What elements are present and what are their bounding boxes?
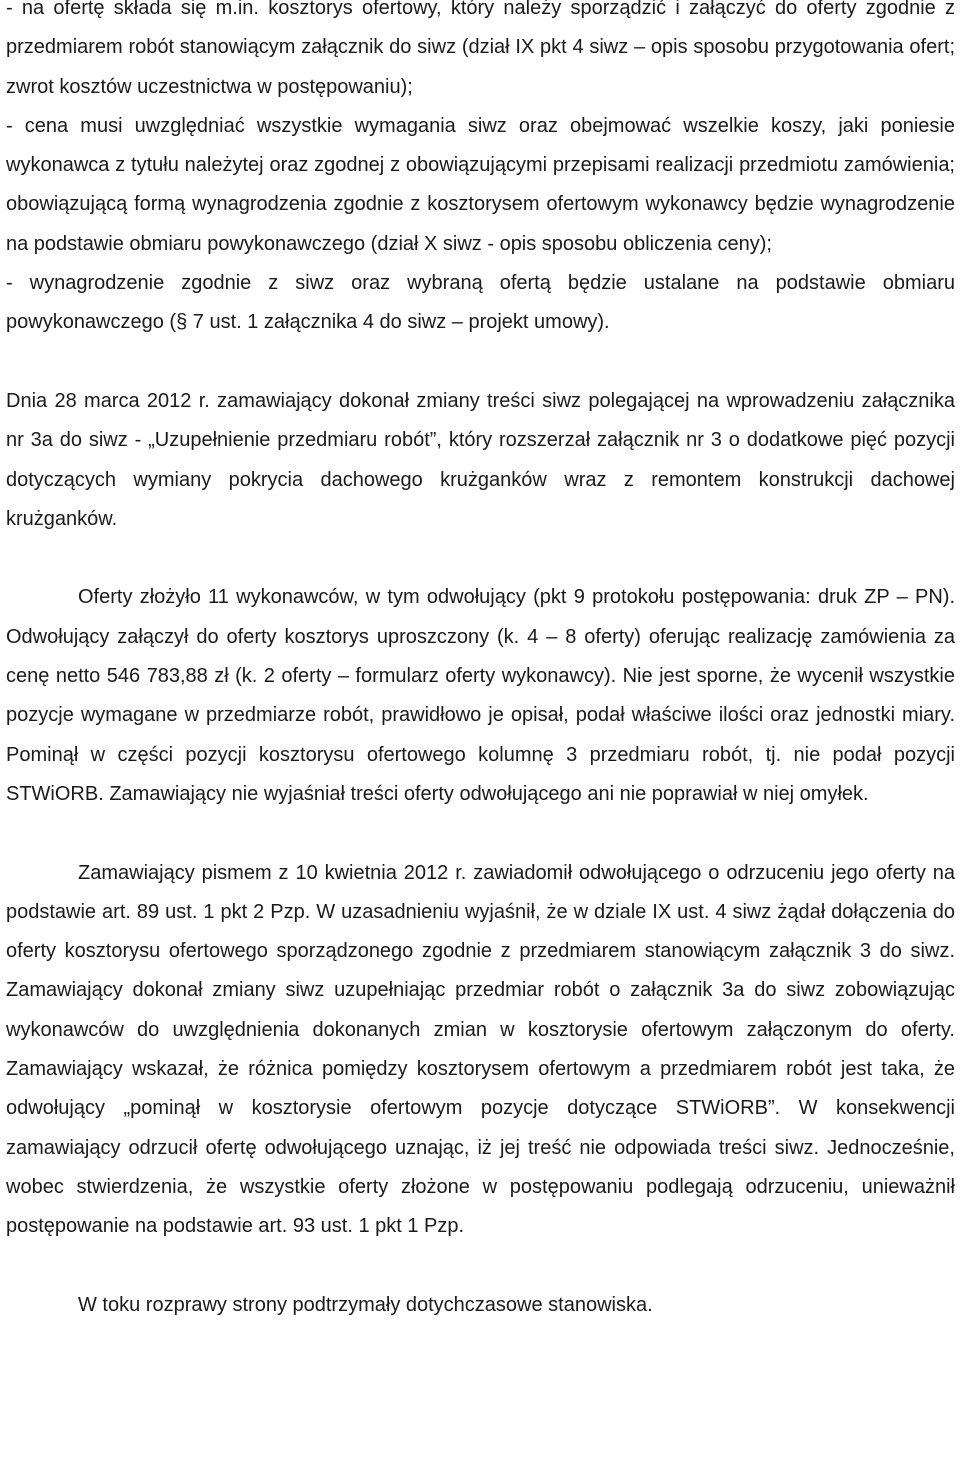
paragraph-price-requirements: - cena musi uwzględniać wszystkie wymagania siwz oraz obejmować wszelkie koszy, jaki poniesie wykonawca z tytułu należytej oraz zgodnej z obowiązującymi przepisami realizacji przedmiotu zamówienia; obowiązującą formą wynagrodzenia zgodnie z kosztorysem ofertowym wykonawcy będzie wynagrodzenie na podstawie obmiaru powykonawczego (dział X siwz - opis sposobu obliczenia ceny); (6, 114, 955, 255)
paragraph-offers-submitted: Oferty złożyło 11 wykonawców, w tym odwołujący (pkt 9 protokołu postępowania: druk ZP – PN). Odwołujący załączył do oferty kosztorys uproszczony (k. 4 – 8 oferty) oferując realizację zamówienia za cenę netto 546 783,88 zł (k. 2 oferty – formularz oferty wykonawcy). Nie jest sporne, że wycenił wszystkie pozycje wymagane w przedmiarze robót, prawidłowo je opisał, podał właściwe ilości oraz jednostki miary. Pominął w części pozycji kosztorysu ofertowego kolumnę 3 przedmiaru robót, tj. nie podał pozycji STWiORB. Zamawiający nie wyjaśniał treści oferty odwołującego ani nie poprawiał w niej omyłek. (6, 586, 955, 805)
paragraph-gap (6, 814, 955, 853)
paragraph-remuneration: - wynagrodzenie zgodnie z siwz oraz wybraną ofertą będzie ustalane na podstawie obmiaru powykonawczego (§ 7 ust. 1 załącznika 4 do siwz – projekt umowy). (6, 272, 955, 334)
paragraph-gap (6, 539, 955, 578)
paragraph-rejection-notice: Zamawiający pismem z 10 kwietnia 2012 r. zawiadomił odwołującego o odrzuceniu jego oferty na podstawie art. 89 ust. 1 pkt 2 Pzp. W uzasadnieniu wyjaśnił, że w dziale IX ust. 4 siwz żądał dołączenia do oferty kosztorysu ofertowego sporządzonego zgodnie z przedmiarem stanowiącym załącznik 3 do siwz. Zamawiający dokonał zmiany siwz uzupełniając przedmiar robót o załącznik 3a do siwz zobowiązując wykonawców do uwzględnienia dokonanych zmian w kosztorysie ofertowym załączonym do oferty. Zamawiający wskazał, że różnica pomiędzy kosztorysem ofertowym a przedmiarem robót jest taka, że odwołujący „pominął w kosztorysie ofertowym pozycje dotyczące STWiORB”. W konsekwencji zamawiający odrzucił ofertę odwołującego uznając, iż jej treść nie odpowiada treści siwz. Jednocześnie, wobec stwierdzenia, że wszystkie oferty złożone w postępowaniu podlegają odrzuceniu, unieważnił postępowanie na podstawie art. 93 ust. 1 pkt 1 Pzp. (6, 861, 955, 1238)
paragraph-gap (6, 343, 955, 382)
paragraph-siwz-change: Dnia 28 marca 2012 r. zamawiający dokonał zmiany treści siwz polegającej na wprowadzeniu załącznika nr 3a do siwz - „Uzupełnienie przedmiaru robót”, który rozszerzał załącznik nr 3 o dodatkowe pięć pozycji dotyczących wymiany pokrycia dachowego krużganków wraz z remontem konstrukcji dachowej krużganków. (6, 389, 955, 530)
paragraph-offer-requirements: - na ofertę składa się m.in. kosztorys ofertowy, który należy sporządzić i załączyć do oferty zgodnie z przedmiarem robót stanowiącym załącznik do siwz (dział IX pkt 4 siwz – opis sposobu przygotowania ofert; zwrot kosztów uczestnictwa w postępowaniu); (6, 0, 955, 98)
paragraph-hearing: W toku rozprawy strony podtrzymały dotychczasowe stanowiska. (78, 1293, 653, 1316)
document-page (6, 0, 955, 1325)
paragraph-gap (6, 1247, 955, 1286)
